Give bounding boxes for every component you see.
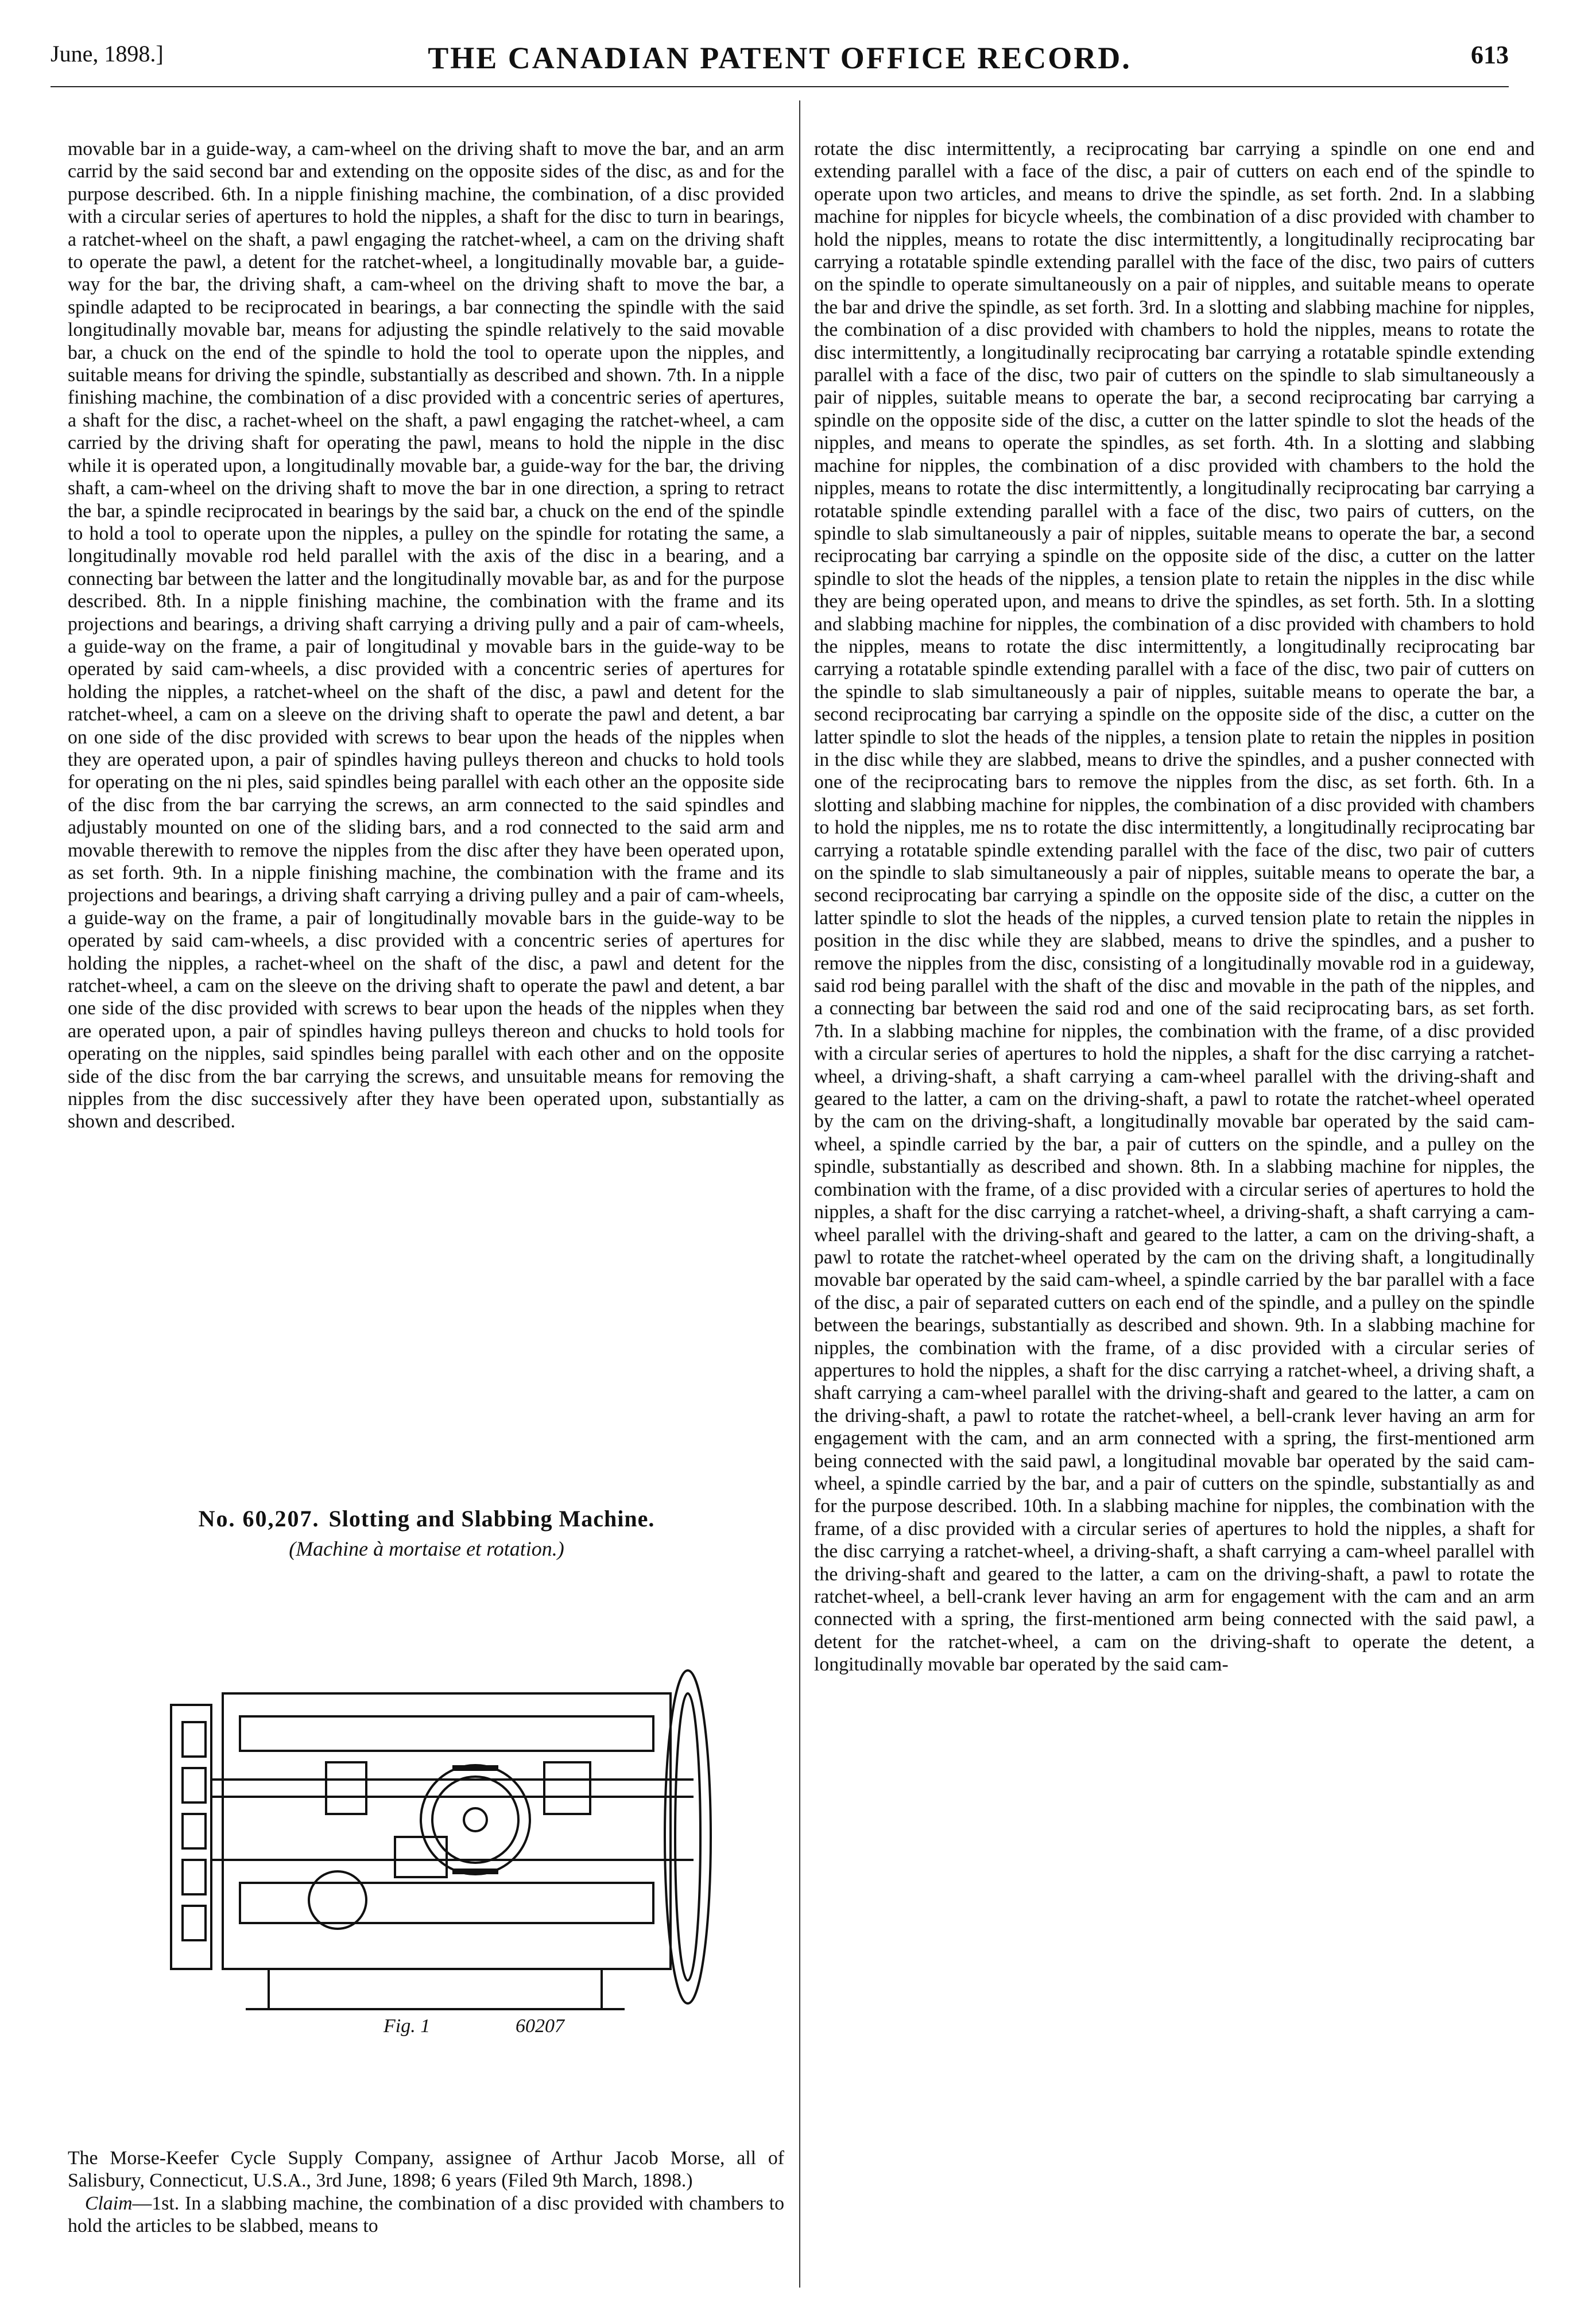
- claims-continued-text: movable bar in a guide-way, a cam-wheel on the driving shaft to move the bar, and an arm carrid by the said second bar and extending on the opposite sides of the disc, as and for the purpose described. 6th. In a nipple finishing machine, the combination, of a disc provided with a circular series of apertures to hold the nipples, a shaft for the disc to turn in bearings, a ratchet-wheel on the shaft, a pawl engaging the ratchet-wheel, a cam on the driving shaft to operate the pawl, a detent for the ratchet-wheel, a longitudinally movable bar, a guide-way for the bar, the driving shaft, a cam-wheel on the driving shaft to move the bar, a spindle adapted to be reciprocated in bearings, a bar connecting the spindle with the said longitudinally movable bar, means for adjusting the spindle relatively to the said movable bar, a chuck on the end of the spindle to hold the tool to operate upon the nipples, and suitable means for driving the spindle, substantially as described and shown. 7th. In a nipple finishing machine, the combination of a disc provided with a concentric series of apertures, a shaft for the disc, a rachet-wheel on the shaft, a pawl engaging the ratchet-wheel, a cam carried by the driving shaft for operating the pawl, means to hold the nipple in the disc while it is operated upon, a longitudinally movable bar, a guide-way for the bar, the driving shaft, a cam-wheel on the driving shaft to move the bar in one direction, a spring to retract the bar, a spindle reciprocated in bearings by the said bar, a chuck on the end of the spindle to hold a tool to operate upon the nipples, a pulley on the spindle for rotating the same, a longitudinally movable rod held parallel with the axis of the disc in a bearing, and a connecting bar between the latter and the longitudinally movable bar, as and for the purpose described. 8th. In a nipple finishing machine, the combination with the frame and its projections and bearings, a driving shaft carrying a driving pully and a pair of cam-wheels, a guide-way on the frame, a pair of longitudinal y movable bars in the guide-way to be operated by said cam-wheels, a disc provided with a concentric series of apertures for holding the nipples, a ratchet-wheel on the shaft of the disc, a pawl and detent for the ratchet-wheel, a cam on a sleeve on the driving shaft to operate the pawl and detent, a bar on one side of the disc provided with screws to bear upon the heads of the nipples when they are operated upon, a pair of spindles having pulleys thereon and chucks to hold tools for operating on the ni ples, said spindles being parallel with each other an the opposite side of the disc from the bar carrying the screws, an arm connected to the said spindles and adjustably mounted on one of the sliding bars, and a rod connected to the said arm and movable therewith to remove the nipples from the disc after they have been operated upon, as set forth. 9th. In a nipple finishing machine, the combination with the frame and its projections and bearings, a driving shaft carrying a driving pulley and a pair of cam-wheels, a guide-way on the frame, a pair of longitudinally movable bars in the guide-way to be operated by said cam-wheels, a disc provided with a concentric series of apertures for holding the nipples, a rachet-wheel on the shaft of the disc, a pawl and detent for the ratchet-wheel, a cam on the sleeve on the driving shaft to operate the pawl and detent, a bar one side of the disc provided with screws to bear upon the heads of the nipples when they are operated upon, a pair of spindles having pulleys thereon and chucks to hold tools for operating on the nipples, said spindles being parallel with each other and on the opposite side of the disc from the bar carrying the screws, and unsuitable means for removing the nipples from the disc successively after they have been operated upon, substantially as shown and described.: [68, 138, 784, 1133]
- assignee-info: The Morse-Keefer Cycle Supply Company, assignee of Arthur Jacob Morse, all of Salisbury, Connecticut, U.S.A., 3rd June, 1898; 6 years (Filed 9th March, 1898.): [68, 2147, 784, 2192]
- patent-number: No. 60,207.: [198, 1506, 320, 1532]
- patent-title: Slotting and Slabbing Machine.: [328, 1506, 655, 1532]
- claim-label: Claim: [84, 2192, 133, 2214]
- right-column-text: [814, 138, 1535, 1676]
- header-rule: [51, 86, 1509, 87]
- machine-illustration: [154, 1630, 751, 2049]
- column-divider: [799, 100, 800, 2288]
- figure-number: 60207: [516, 2015, 564, 2037]
- page-header: [51, 40, 1509, 80]
- claim-paragraph: [68, 2192, 784, 2238]
- patent-heading: [68, 1505, 785, 1561]
- claims-text: rotate the disc intermittently, a reciprocating bar carrying a spindle on one end and extending parallel with a face of the disc, a pair of cutters on each end of the spindle to operate upon two articles, and means to drive the spindle, as set forth. 2nd. In a slabbing machine for nipples for bicycle wheels, the combination of a disc provided with chamber to hold the nipples, means to rotate the disc intermittently, a longitudinally reciprocating bar carrying a rotatable spindle extending parallel with the face of the disc, two pairs of cutters on the spindle to operate simultaneously on a pair of nipples, and suitable means to operate the bar and drive the spindle, as set forth. 3rd. In a slotting and slabbing machine for nipples, the combination of a disc provided with chambers to hold the nipples, means to rotate the disc intermittently, a longitudinally reciprocating bar carrying a rotatable spindle extending parallel with a face of the disc, two pair of cutters on the spindle to slab simultaneously a pair of nipples, suitable means to operate the bar, a second reciprocating bar carrying a spindle on the opposite side of the disc, a cutter on the latter spindle to slot the heads of the nipples, and means to operate the spindles, as set forth. 4th. In a slotting and slabbing machine for nipples, the combination of a disc provided with chambers to the hold the nipples, means to rotate the disc intermittently, a longitudinally reciprocating bar carrying a rotatable spindle extending parallel with a face of the disc, two pairs of cutters, on the spindle to slab simultaneously a pair of nipples, suitable means to operate the bar, a second reciprocating bar carrying a spindle on the opposite side of the disc, a cutter on the latter spindle to slot the heads of the nipples, a tension plate to retain the nipples in the disc while they are being operated upon, and means to drive the spindles, as set forth. 5th. In a slotting and slabbing machine for nipples, the combination of a disc provided with chambers to hold the nipples, means to rotate the disc intermittently, a longitudinally reciprocating bar carrying a rotatable spindle extending parallel with a face of the disc, two pair of cutters on the spindle to slab simultaneously a pair of nipples, suitable means to operate the bar, a second reciprocating bar carrying a spindle on the opposite side of the disc, a cutter on the latter spindle to slot the heads of the nipples, a tension plate to retain the nipples in position in the disc while they are slabbed, means to drive the spindles, and a pusher connected with one of the reciprocating bars to remove the nipples from the disc, as set forth. 6th. In a slotting and slabbing machine for nipples, the combination of a disc provided with chambers to hold the nipples, me ns to rotate the disc intermittently, a longitudinally reciprocating bar carrying a rotatable spindle extending parallel with the face of the disc, two pair of cutters on the spindle to slab simultaneously a pair of nipples, suitable means to operate the bar, a second reciprocating bar carrying a spindle on the opposite side of the disc, a cutter on the latter spindle to slot the heads of the nipples, a curved tension plate to retain the nipples in position in the disc while they are slabbed, means to drive the spindles, and a pusher to remove the nipples from the disc, consisting of a longitudinally movable rod in a guideway, said rod being parallel with the shaft of the disc and movable in the path of the nipples, and a connecting bar between the said rod and one of the said reciprocating bars, as set forth. 7th. In a slabbing machine for nipples, the combination with the frame, of a disc provided with a circular series of apertures to hold the nipples, a shaft for the disc carrying a ratchet-wheel, a driving-shaft, a shaft carrying a cam-wheel parallel with the driving-shaft and geared to the latter, a cam on the driving-shaft, a pawl to rotate the ratchet-wheel operated by the cam on the driving-shaft, a longitudinally movable bar operated by the said cam-wheel, a spindle carried by the bar, a pair of cutters on the spindle, and a pulley on the spindle, substantially as described and shown. 8th. In a slabbing machine for nipples, the combination with the frame, of a disc provided with a circular series of apertures to hold the nipples, a shaft for the disc carrying a ratchet-wheel, a driving-shaft, a shaft carrying a cam-wheel parallel with the driving-shaft and geared to the latter, a cam on the driving-shaft, a pawl to rotate the ratchet-wheel operated by the cam on the driving shaft, a longitudinally movable bar operated by the said cam-wheel, a spindle carried by the bar parallel with a face of the disc, a pair of separated cutters on each end of the spindle, and a pulley on the spindle between the bearings, substantially as described and shown. 9th. In a slabbing machine for nipples, the combination with the frame, of a disc provided with a circular series of appertures to hold the nipples, a shaft for the disc carrying a ratchet-wheel, a driving shaft, a shaft carrying a cam-wheel parallel with the driving-shaft and geared to the latter, a cam on the driving-shaft, a pawl to rotate the ratchet-wheel, a bell-crank lever having an arm for engagement with the cam, and an arm connected with a spring, the first-mentioned arm being connected with the said pawl, a longitudinal movable bar operated by the said cam-wheel, a spindle carried by the bar, and a pair of cutters on the spindle, substantially as and for the purpose described. 10th. In a slabbing machine for nipples, the combination with the frame, of a disc provided with a circular series of apertures to hold the nipples, a shaft for the disc carrying a ratchet-wheel, a driving-shaft, a shaft carrying a cam-wheel parallel with the driving-shaft and geared to the latter, a cam on the driving-shaft, a pawl to rotate the ratchet-wheel, a bell-crank lever having an arm for engagement with the cam and an arm connected with a spring, the first-mentioned arm being connected with the said pawl, a detent for the ratchet-wheel, a cam on the driving-shaft to operate the detent, a longitudinally movable bar operated by the said cam-: [814, 138, 1535, 1676]
- publication-title: THE CANADIAN PATENT OFFICE RECORD.: [428, 41, 1132, 75]
- patent-heading-line: [68, 1505, 785, 1532]
- issue-date: June, 1898.]: [51, 41, 164, 67]
- patent-french-title: (Machine à mortaise et rotation.): [289, 1537, 564, 1560]
- claim-text: —1st. In a slabbing machine, the combination of a disc provided with chambers to hold the articles to be slabbed, means to: [68, 2192, 784, 2237]
- patent-details: [68, 2147, 784, 2238]
- left-column-text: [68, 138, 784, 1133]
- figure-caption: Fig. 1: [383, 2015, 431, 2037]
- page-number: 613: [1471, 41, 1509, 69]
